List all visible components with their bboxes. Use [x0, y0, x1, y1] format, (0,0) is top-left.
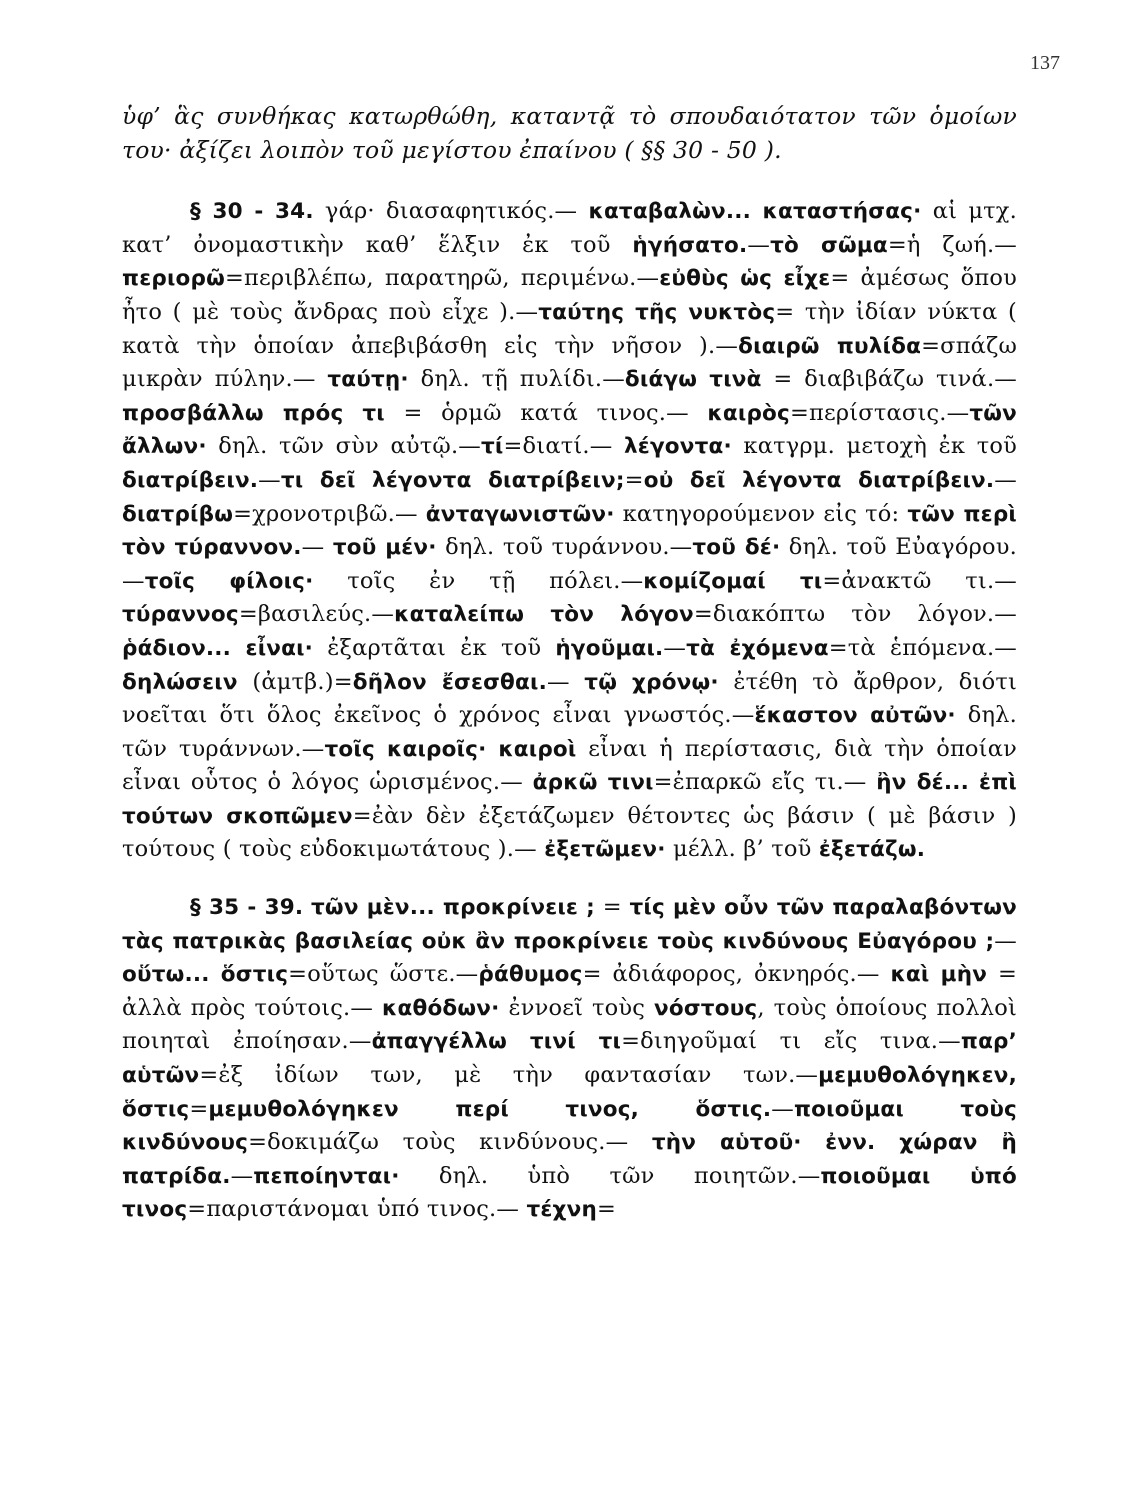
gloss-text: =ἐπαρκῶ εἴς τι.— [653, 769, 877, 796]
lemma-term: τῶν ἄλλων· [122, 400, 1017, 460]
lemma-term: ῥάδιον... εἶναι· [122, 635, 314, 661]
lemma-term: τῷ χρόνῳ· [584, 669, 719, 695]
gloss-text [802, 1129, 826, 1155]
lemma-term: οὐ δεῖ λέγοντα διατρίβειν. [643, 467, 995, 493]
gloss-text: — [258, 466, 281, 493]
lemma-term: τοῖς καιροῖς· [324, 736, 487, 762]
commentary-section-35-39 [122, 891, 1017, 1227]
lemma-term: ποιοῦμαι ὑπό τινος [122, 1163, 1017, 1223]
lemma-term: πεποίηνται· [253, 1163, 400, 1189]
gloss-text: = [594, 894, 630, 921]
lemma-term: τὴν αὑτοῦ· [651, 1130, 802, 1156]
lemma-term: διαιρῶ πυλίδα [738, 333, 922, 359]
gloss-text: =περίστασις.— [789, 399, 970, 426]
lemma-term: διατρίβειν. [122, 467, 259, 493]
lemma-term: τύραννος [122, 602, 239, 628]
lemma-term: δηλώσειν [122, 669, 238, 695]
lemma-term: καταβαλὼν... καταστήσας· [588, 199, 922, 225]
lemma-term: τοῖς φίλοις· [144, 568, 314, 594]
lemma-term: ἢν δέ... ἐπὶ τούτων σκοπῶμεν [122, 770, 1018, 829]
lemma-term: διατρίβω [122, 501, 234, 527]
gloss-text: =διηγοῦμαί τι εἴς τινα.— [621, 1028, 961, 1055]
page-body [122, 100, 1017, 1227]
lemma-term: οὕτω... ὅστις [122, 962, 289, 988]
lemma-term: ἀρκῶ τινι [532, 770, 654, 796]
gloss-text: — [994, 466, 1017, 493]
lemma-term: μεμυθολόγηκεν περί τινος, ὅστις. [208, 1096, 772, 1122]
intro-paragraph [122, 100, 1017, 167]
gloss-text: =ἐὰν δὲν ἐξετάζωμεν θέτοντες ὡς βάσιν ( μὲ βάσιν ) τούτους ( τοὺς εὐδοκιμωτάτους ).— [122, 802, 1017, 863]
lemma-term: τι δεῖ λέγοντα διατρίβειν; [280, 467, 625, 493]
gloss-text: = [189, 1095, 209, 1122]
lemma-term: ἀπαγγέλλω τινί τι [371, 1029, 622, 1055]
lemma-term: § 30 - 34. [190, 199, 314, 225]
commentary-section-30-34 [122, 195, 1017, 867]
lemma-term: εὐθὺς ὡς εἶχε [659, 266, 831, 292]
gloss-text: =βασιλεύς.— [238, 601, 395, 628]
lemma-term: δῆλον ἔσεσθαι. [352, 669, 547, 695]
lemma-term: ῥάθυμος [478, 962, 583, 988]
lemma-term: § 35 - 39. [190, 895, 304, 921]
gloss-text: = τὴν ἰδίαν νύκτα ( κατὰ τὴν ὁποίαν ἀπεβιβάσθη εἰς τὴν νῆσον ).— [122, 298, 1017, 359]
gloss-text: =ἐξ ἰδίων των, μὲ τὴν φαντασίαν των.— [199, 1062, 819, 1089]
gloss-text: ἐννοεῖ τοὺς [499, 994, 655, 1021]
lemma-term: μεμυθολόγηκεν, ὅστις [122, 1063, 1017, 1122]
gloss-text: δηλ. τοῦ Εὐαγόρου.— [122, 534, 1017, 594]
lemma-term: περιορῶ [122, 266, 225, 292]
lemma-term: τῶν περὶ τὸν τύραννον. [122, 501, 1017, 561]
gloss-text: ἐξαρτᾶται ἐκ τοῦ [313, 634, 556, 661]
gloss-text: = [596, 1196, 617, 1223]
lemma-term: ἀνταγωνιστῶν· [425, 501, 615, 527]
lemma-term: ταύτης τῆς νυκτὸς [538, 299, 776, 325]
gloss-text: — [994, 927, 1017, 954]
page-number: 137 [1030, 52, 1060, 74]
gloss-text: =διακόπτω τὸν λόγον.— [693, 601, 1017, 628]
gloss-text: — [546, 668, 585, 695]
gloss-text: — [230, 1162, 254, 1189]
lemma-term: λέγοντα· [623, 434, 732, 460]
lemma-term: ἐξετάζω. [818, 837, 926, 863]
lemma-term: τέχνη [526, 1197, 597, 1223]
gloss-text: =διατί.— [503, 433, 624, 460]
gloss-text: = ἀδιάφορος, ὀκνηρός.— [582, 961, 891, 988]
lemma-term: καιροὶ [498, 736, 577, 762]
lemma-term: προσβάλλω πρός τι [122, 400, 385, 426]
gloss-text: τοῖς ἐν τῇ πόλει.— [313, 567, 644, 594]
gloss-text: = διαβιβάζω τινά.— [761, 366, 1017, 393]
lemma-term: νόστους [654, 995, 758, 1021]
lemma-term: διάγω τινὰ [624, 367, 762, 393]
gloss-text: δηλ. τῇ πυλίδι.— [408, 366, 625, 393]
lemma-term: παρ’ αὑτῶν [122, 1029, 1017, 1089]
gloss-text: — [663, 634, 687, 661]
gloss-text [487, 736, 499, 762]
gloss-text: — [301, 534, 333, 561]
gloss-text: — [771, 1095, 794, 1122]
lemma-term: ποιοῦμαι τοὺς κινδύνους [122, 1096, 1017, 1156]
gloss-text: — [747, 231, 771, 258]
gloss-text: (ἀμτβ.)= [237, 668, 353, 695]
lemma-term: τὸ σῶμα [770, 232, 888, 258]
gloss-text: =ἡ ζωή.— [887, 231, 1017, 258]
gloss-text: δηλ. τῶν τυράννων.— [122, 702, 1017, 762]
lemma-term: τί [481, 434, 504, 460]
lemma-term: ἕκαστον αὐτῶν· [754, 703, 956, 729]
gloss-text [303, 894, 311, 920]
gloss-text: δηλ. τοῦ τυράννου.— [436, 534, 693, 561]
gloss-text: ἐτέθη τὸ ἄρθρον, διότι νοεῖται ὅτι ὅλος ἐκεῖνος ὁ χρόνος εἶναι γνωστός.— [122, 668, 1017, 729]
gloss-text: =παριστάνομαι ὑπό τινος.— [187, 1196, 527, 1223]
lemma-term: τοῦ μέν· [332, 535, 437, 561]
lemma-term: ἡγήσατο. [632, 232, 748, 258]
lemma-term: τοῦ δέ· [692, 535, 781, 561]
gloss-text: =χρονοτριβῶ.— [233, 500, 426, 527]
gloss-text: δηλ. τῶν σὺν αὐτῷ.— [206, 433, 481, 460]
gloss-text: = ἀμέσως ὅπου ἦτο ( μὲ τοὺς ἄνδρας ποὺ εἶχε ).— [122, 265, 1017, 325]
gloss-text: =σπάζω μικρὰν πύλην.— [122, 332, 1018, 393]
gloss-text: =δοκιμάζω τοὺς κινδύνους.— [248, 1129, 652, 1156]
gloss-text: =τὰ ἑπόμενα.— [828, 634, 1018, 661]
gloss-text: = ἀλλὰ πρὸς τούτοις.— [122, 961, 1017, 1021]
lemma-term: ἡγοῦμαι. [555, 635, 664, 661]
lemma-term: καιρὸς [707, 400, 790, 426]
gloss-text: , τοὺς ὁποίους πολλοὶ ποιηταὶ ἐποίησαν.— [122, 994, 1017, 1055]
lemma-term: τῶν μὲν... προκρίνειε ; [311, 895, 595, 921]
gloss-text: = [624, 466, 644, 493]
lemma-term: τὰ ἐχόμενα [686, 635, 829, 661]
lemma-term: καὶ μὴν [890, 962, 988, 988]
gloss-text: δηλ. ὑπὸ τῶν ποιητῶν.— [399, 1162, 821, 1189]
lemma-term: ἐνν. χώραν ἢ πατρίδα. [122, 1130, 1017, 1189]
gloss-text: μέλλ. β’ τοῦ [665, 836, 819, 863]
lemma-term: τίς μὲν οὖν τῶν παραλαβόντων τὰς πατρικὰς βασιλείας οὐκ ἂν προκρίνειε τοὺς κινδύνους Εὐαγόρου ; [122, 895, 1017, 954]
gloss-text: =ἀνακτῶ τι.— [822, 567, 1018, 594]
gloss-text: =περιβλέπω, παρατηρῶ, περιμένω.— [225, 265, 660, 292]
gloss-text: κατγρμ. μετοχὴ ἐκ τοῦ [731, 433, 1017, 460]
gloss-text: κατηγορούμενον εἰς τό: [614, 500, 908, 527]
lemma-term: κομίζομαί τι [643, 568, 823, 594]
gloss-text: = ὁρμῶ κατά τινος.— [384, 399, 708, 426]
gloss-text: γάρ· διασαφητικός.— [313, 198, 589, 225]
gloss-text: αἱ μτχ. κατ’ ὀνομαστικὴν καθ’ ἕλξιν ἐκ τοῦ [122, 198, 1017, 258]
lemma-term: ἐξετῶμεν· [544, 837, 666, 863]
lemma-term: καταλείπω τὸν λόγον [394, 602, 694, 628]
gloss-text: εἶναι ἡ περίστασις, διὰ τὴν ὁποίαν εἶναι οὗτος ὁ λόγος ὡρισμένος.— [122, 735, 1017, 796]
gloss-text: ὑφ’ ἃς συνθήκας κατωρθώθη, καταντᾷ τὸ σπουδαιότατον τῶν ὁμοίων του· ἀξίζει λοιπὸν τοῦ μεγίστου ἐπαίνου ( §§ 30 - 50 ). [122, 102, 1017, 164]
lemma-term: ταύτῃ· [327, 367, 409, 393]
lemma-term: καθόδων· [382, 995, 500, 1021]
gloss-text: =οὕτως ὥστε.— [288, 961, 479, 988]
